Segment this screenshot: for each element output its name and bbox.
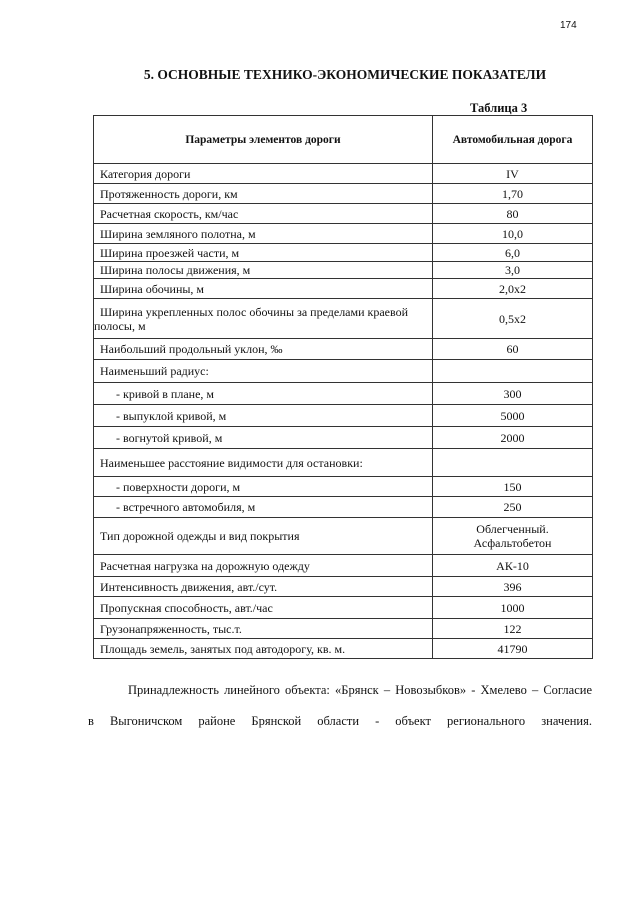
table-row bbox=[94, 184, 593, 204]
table-row bbox=[94, 339, 593, 360]
value-cell: Облегченный. Асфальтобетон bbox=[433, 518, 593, 555]
table-row bbox=[94, 262, 593, 279]
param-cell: Ширина проезжей части, м bbox=[94, 244, 433, 262]
table-row bbox=[94, 427, 593, 449]
value-cell: 5000 bbox=[433, 405, 593, 427]
value-cell: 6,0 bbox=[433, 244, 593, 262]
table-row bbox=[94, 224, 593, 244]
value-cell: 3,0 bbox=[433, 262, 593, 279]
value-cell: 2,0х2 bbox=[433, 279, 593, 299]
header-road: Автомобильная дорога bbox=[433, 116, 593, 164]
param-cell: Грузонапряженность, тыс.т. bbox=[94, 619, 433, 639]
value-cell bbox=[433, 360, 593, 383]
table-row bbox=[94, 555, 593, 577]
table-row bbox=[94, 299, 593, 339]
param-cell: Наименьшее расстояние видимости для остановки: bbox=[94, 449, 433, 477]
value-cell: 0,5х2 bbox=[433, 299, 593, 339]
value-cell: АК-10 bbox=[433, 555, 593, 577]
param-cell: Наименьший радиус: bbox=[94, 360, 433, 383]
param-cell: Расчетная нагрузка на дорожную одежду bbox=[94, 555, 433, 577]
table-row bbox=[94, 477, 593, 497]
table-row bbox=[94, 497, 593, 518]
value-cell: IV bbox=[433, 164, 593, 184]
param-cell: Ширина полосы движения, м bbox=[94, 262, 433, 279]
param-cell: Ширина земляного полотна, м bbox=[94, 224, 433, 244]
param-cell: Наибольший продольный уклон, ‰ bbox=[94, 339, 433, 360]
value-cell: 1000 bbox=[433, 597, 593, 619]
table-row bbox=[94, 279, 593, 299]
table-row bbox=[94, 577, 593, 597]
page-number: 174 bbox=[560, 20, 577, 31]
table-caption: Таблица 3 bbox=[470, 101, 528, 115]
header-params: Параметры элементов дороги bbox=[94, 116, 433, 164]
param-cell: - вогнутой кривой, м bbox=[94, 427, 433, 449]
param-cell: Ширина укрепленных полос обочины за пределами краевой полосы, м bbox=[94, 299, 433, 339]
table-row bbox=[94, 164, 593, 184]
param-cell: Протяженность дороги, км bbox=[94, 184, 433, 204]
value-cell bbox=[433, 449, 593, 477]
param-cell: - выпуклой кривой, м bbox=[94, 405, 433, 427]
table-row bbox=[94, 619, 593, 639]
param-cell: - кривой в плане, м bbox=[94, 383, 433, 405]
param-cell: Интенсивность движения, авт./сут. bbox=[94, 577, 433, 597]
paragraph-line-1: Принадлежность линейного объекта: «Брянск – Новозыбков» - Хмелево – Согласие bbox=[128, 683, 592, 697]
param-cell: Пропускная способность, авт./час bbox=[94, 597, 433, 619]
value-cell: 80 bbox=[433, 204, 593, 224]
param-cell: Ширина обочины, м bbox=[94, 279, 433, 299]
value-cell: 300 bbox=[433, 383, 593, 405]
table-row bbox=[94, 449, 593, 477]
table-row bbox=[94, 204, 593, 224]
value-cell: 1,70 bbox=[433, 184, 593, 204]
param-cell: - поверхности дороги, м bbox=[94, 477, 433, 497]
param-cell: Расчетная скорость, км/час bbox=[94, 204, 433, 224]
param-cell: Категория дороги bbox=[94, 164, 433, 184]
value-cell: 122 bbox=[433, 619, 593, 639]
table-row bbox=[94, 639, 593, 659]
table-row bbox=[94, 244, 593, 262]
table-row bbox=[94, 518, 593, 555]
section-title: 5. ОСНОВНЫЕ ТЕХНИКО-ЭКОНОМИЧЕСКИЕ ПОКАЗАТЕЛИ bbox=[143, 67, 547, 82]
value-cell: 60 bbox=[433, 339, 593, 360]
param-cell: - встречного автомобиля, м bbox=[94, 497, 433, 518]
table-row bbox=[94, 383, 593, 405]
table-row bbox=[94, 405, 593, 427]
table-row bbox=[94, 360, 593, 383]
value-cell: 10,0 bbox=[433, 224, 593, 244]
value-cell: 250 bbox=[433, 497, 593, 518]
value-cell: 41790 bbox=[433, 639, 593, 659]
param-cell: Площадь земель, занятых под автодорогу, кв. м. bbox=[94, 639, 433, 659]
param-cell: Тип дорожной одежды и вид покрытия bbox=[94, 518, 433, 555]
indicators-table bbox=[93, 115, 593, 659]
paragraph-line-2: в Выгоничском районе Брянской области - объект регионального значения. bbox=[88, 714, 592, 728]
value-cell: 396 bbox=[433, 577, 593, 597]
value-cell: 2000 bbox=[433, 427, 593, 449]
value-cell: 150 bbox=[433, 477, 593, 497]
table-row bbox=[94, 597, 593, 619]
